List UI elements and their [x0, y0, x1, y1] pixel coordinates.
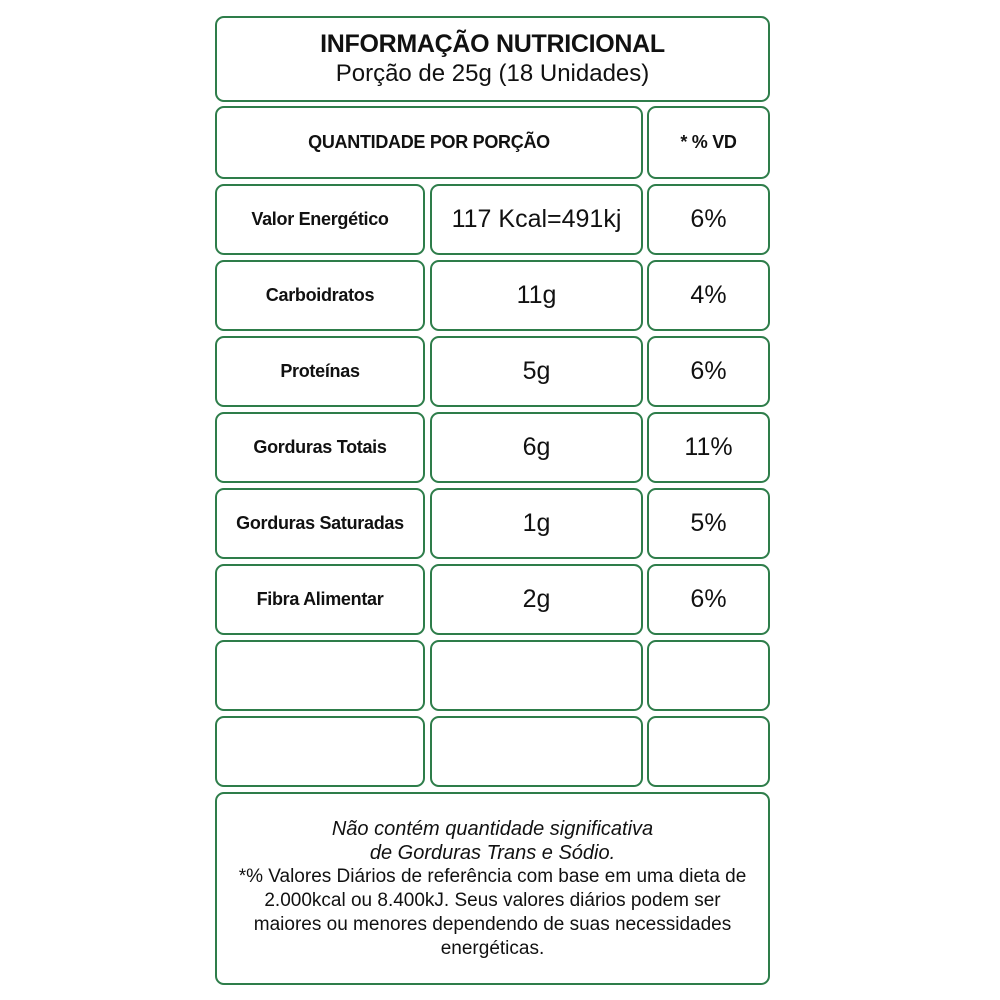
nutrient-daily-value: 6% — [647, 184, 770, 255]
nutrient-daily-value: 6% — [647, 564, 770, 635]
nutrient-daily-value: 6% — [647, 336, 770, 407]
nutrient-amount: 11g — [430, 260, 643, 331]
nutrient-daily-value: 5% — [647, 488, 770, 559]
nutrient-daily-value: 4% — [647, 260, 770, 331]
nutrient-amount: 6g — [430, 412, 643, 483]
quantity-column-header: QUANTIDADE POR PORÇÃO — [215, 106, 643, 179]
nutrient-daily-value: 11% — [647, 412, 770, 483]
nutrition-title: INFORMAÇÃO NUTRICIONAL — [320, 30, 665, 58]
nutrient-label — [215, 716, 425, 787]
serving-size: Porção de 25g (18 Unidades) — [335, 60, 650, 87]
nutrient-label — [215, 640, 425, 711]
nutrient-amount — [430, 640, 643, 711]
nutrient-label: Carboidratos — [215, 260, 425, 331]
nutrient-amount: 2g — [430, 564, 643, 635]
nutrient-label: Valor Energético — [215, 184, 425, 255]
footer-disclaimer-line1: Não contém quantidade significativa — [331, 817, 654, 840]
vd-column-header: * % VD — [647, 106, 770, 179]
nutrient-amount: 1g — [430, 488, 643, 559]
footer-note — [215, 792, 770, 985]
nutrient-daily-value — [647, 640, 770, 711]
nutrient-label: Proteínas — [215, 336, 425, 407]
footer-vd-note: *% Valores Diários de referência com base em uma dieta de 2.000kcal ou 8.400kJ. Seus valores diários podem ser maiores ou menores dependendo de suas necessidades energéticas. — [238, 865, 747, 959]
nutrition-header — [215, 16, 770, 102]
nutrient-amount: 117 Kcal=491kj — [430, 184, 643, 255]
footer-disclaimer-line2: de Gorduras Trans e Sódio. — [369, 841, 616, 864]
nutrient-label: Gorduras Totais — [215, 412, 425, 483]
nutrient-daily-value — [647, 716, 770, 787]
nutrient-amount: 5g — [430, 336, 643, 407]
nutrient-amount — [430, 716, 643, 787]
nutrient-label: Fibra Alimentar — [215, 564, 425, 635]
nutrient-label: Gorduras Saturadas — [215, 488, 425, 559]
